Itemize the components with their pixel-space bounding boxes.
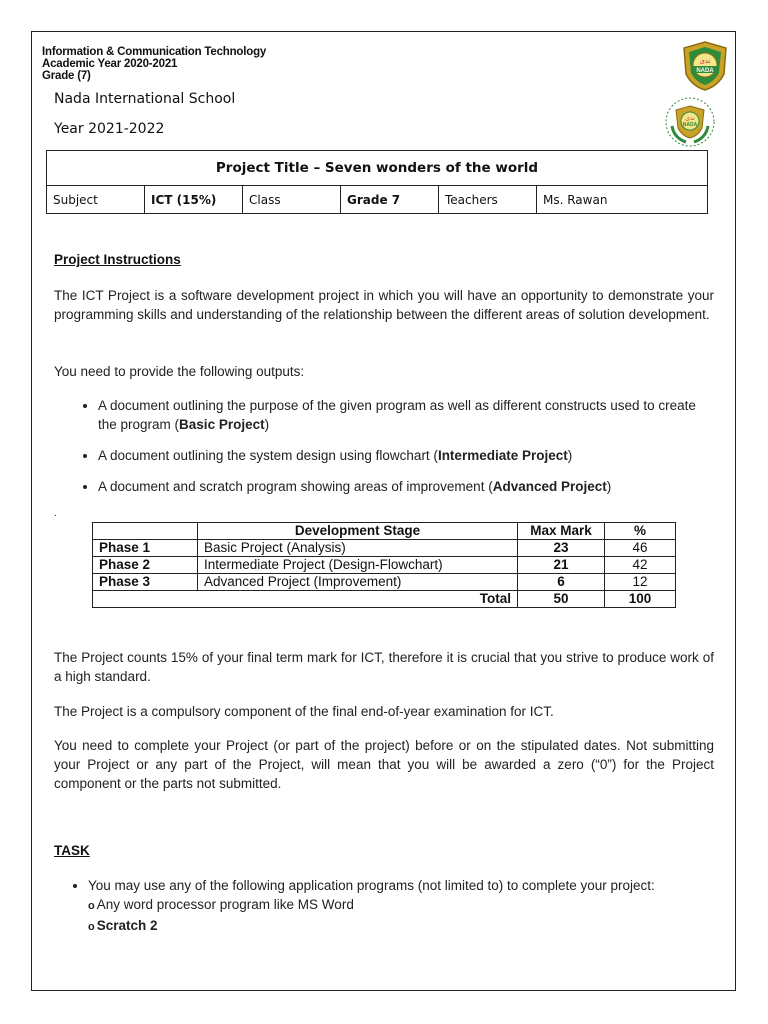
school-seal-logo: [664, 96, 716, 148]
grade-label: Grade (7): [42, 70, 91, 82]
note-compulsory: The Project is a compulsory component of the final end-of-year examination for ICT.: [54, 704, 554, 719]
svg-text:NADA: NADA: [696, 68, 714, 74]
outputs-lead: You need to provide the following outputs:: [54, 364, 305, 379]
academic-year: Academic Year 2020-2021: [42, 58, 178, 70]
phase-cell: Phase 2: [93, 557, 198, 574]
info-cell-class-value: Grade 7: [341, 186, 439, 214]
stage-cell: Advanced Project (Improvement): [198, 574, 518, 591]
development-stages-table: [92, 522, 676, 608]
mark-cell: 23: [518, 540, 605, 557]
info-cell-subject-label: Subject: [47, 186, 145, 214]
phase-cell: Phase 3: [93, 574, 198, 591]
total-mark: 50: [518, 591, 605, 608]
total-percent: 100: [605, 591, 676, 608]
table-total-row: [93, 591, 676, 608]
header-cell-percent: %: [605, 523, 676, 540]
svg-text:ندى: ندى: [699, 57, 711, 65]
sub-item-scratch: o Scratch 2: [88, 918, 158, 933]
task-item-text: You may use any of the following application programs (not limited to) to complete your project:: [88, 878, 655, 893]
percent-cell: 46: [605, 540, 676, 557]
sub-item-word: o Any word processor program like MS Word: [88, 897, 354, 912]
outputs-list: [54, 396, 716, 508]
note-deadlines: You need to complete your Project (or part of the project) before or on the stipulated dates. Not submitting your Project or any part of the Project, will mean that you will be awarded a zero (“0”) for the Project component or the parts not submitted.: [54, 738, 714, 791]
info-cell-class-label: Class: [243, 186, 341, 214]
instructions-heading: Project Instructions: [54, 252, 181, 267]
table-header-row: [93, 523, 676, 540]
task-heading: TASK: [54, 843, 90, 858]
total-label: Total: [93, 591, 518, 608]
stray-mark: .: [54, 508, 57, 519]
header-cell-stage: Development Stage: [198, 523, 518, 540]
header-cell-blank: [93, 523, 198, 540]
note-weighting: The Project counts 15% of your final term mark for ICT, therefore it is crucial that you strive to produce work of a high standard.: [54, 650, 714, 684]
stage-cell: Basic Project (Analysis): [198, 540, 518, 557]
mark-cell: 6: [518, 574, 605, 591]
header-cell-max-mark: Max Mark: [518, 523, 605, 540]
phase-cell: Phase 1: [93, 540, 198, 557]
school-name: Nada International School: [54, 91, 236, 107]
project-info-table: [46, 150, 708, 214]
svg-text:NADA: NADA: [682, 122, 698, 128]
list-item: [88, 876, 716, 937]
percent-cell: 42: [605, 557, 676, 574]
list-item: • A document outlining the purpose of the given program as well as different constructs used to create the program (Basic Project): [98, 396, 716, 434]
task-list: [54, 876, 716, 937]
course-title: Information & Communication Technology: [42, 46, 267, 58]
course-header: [42, 46, 266, 82]
list-item: • A document outlining the system design using flowchart (Intermediate Project): [98, 446, 716, 465]
info-cell-teachers-label: Teachers: [439, 186, 537, 214]
stage-cell: Intermediate Project (Design-Flowchart): [198, 557, 518, 574]
instructions-intro: The ICT Project is a software development project in which you will have an opportunity to demonstrate your programming skills and understanding of the relationship between the different areas of solution development.: [54, 288, 714, 322]
project-title: Project Title – Seven wonders of the world: [47, 151, 708, 186]
info-cell-subject-value: ICT (15%): [145, 186, 243, 214]
mark-cell: 21: [518, 557, 605, 574]
school-shield-logo: [680, 40, 730, 92]
table-row: [93, 557, 676, 574]
list-item: • A document and scratch program showing areas of improvement (Advanced Project): [98, 477, 716, 496]
info-cell-teachers-value: Ms. Rawan: [537, 186, 708, 214]
percent-cell: 12: [605, 574, 676, 591]
table-row: [93, 540, 676, 557]
school-year: Year 2021-2022: [54, 121, 165, 137]
svg-text:ندى: ندى: [685, 115, 695, 122]
table-row: [93, 574, 676, 591]
